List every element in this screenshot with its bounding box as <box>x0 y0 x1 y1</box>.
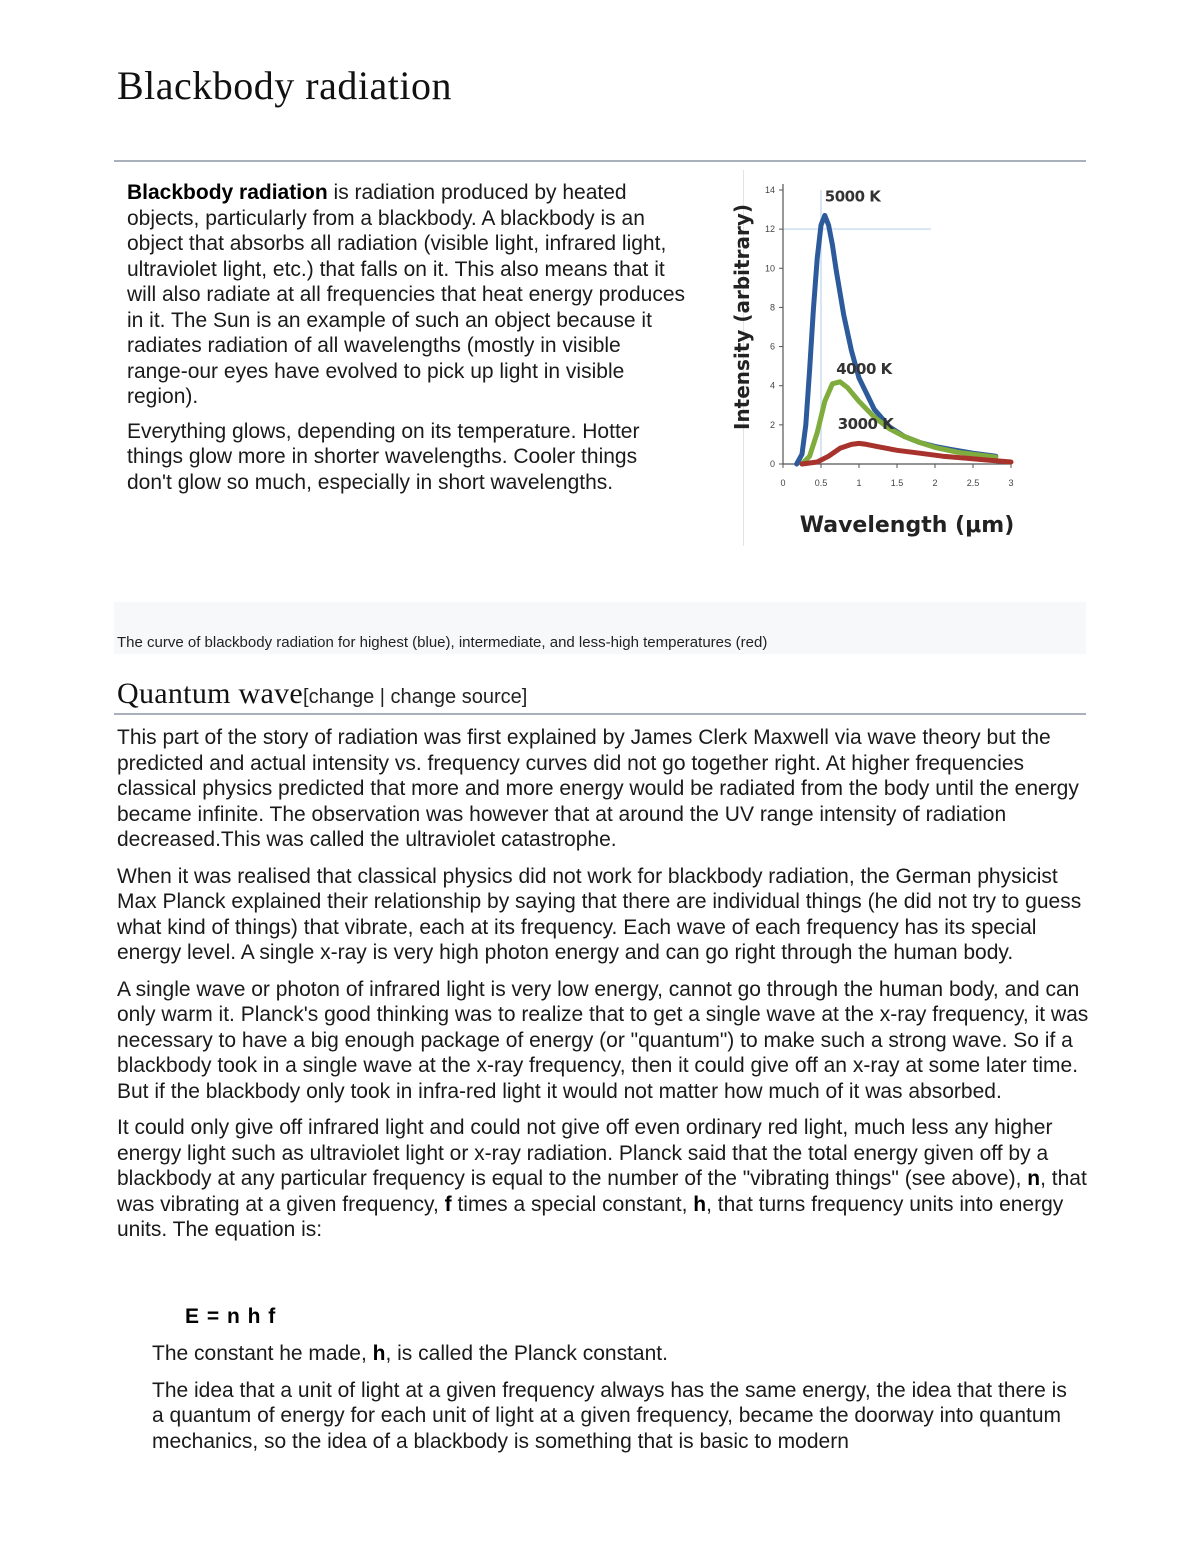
section-heading <box>117 677 1086 711</box>
y-tick-label: 6 <box>769 341 775 352</box>
figure-caption: The curve of blackbody radiation for highest (blue), intermediate, and less-high temperatures (red) <box>117 634 768 651</box>
series-label: 4000 K <box>836 359 892 378</box>
x-tick-label: 2 <box>932 478 938 488</box>
section-body <box>117 725 1089 1254</box>
x-tick-label: 1 <box>856 478 862 488</box>
section-divider <box>114 713 1086 715</box>
series-label: 3000 K <box>837 414 894 433</box>
intro-paragraph-1-text: is radiation produced by heated objects, particularly from a blackbody. A blackbody is an object that absorbs all radiation (visible light, infrared light, ultraviolet light, etc.) that falls on it. This also means that it will also radiate at all frequencies that heat energy produces in it. The Sun is an example of such an object because it radiates radiation of all wavelengths (mostly in visible range-our eyes have evolved to pick up light in visible region). <box>127 181 685 408</box>
intro-term: Blackbody radiation <box>127 181 328 204</box>
page-title: Blackbody radiation <box>117 63 452 108</box>
intro-text <box>127 180 687 504</box>
body-paragraph-5 <box>152 1341 1082 1367</box>
body-paragraph-3: A single wave or photon of infrared light is very low energy, cannot go through the human body, and can only warm it. Planck's good thinking was to realize that to get a single wave at the x-ray frequency, it was necessary to have a big enough package of energy (or "quantum") to make such a strong wave. So if a blackbody took in a single wave at the x-ray frequency, then it could give off an x-ray at some later time. But if the blackbody only took in infra-red light it would not matter how much of it was absorbed. <box>117 977 1089 1103</box>
section-edit-links[interactable]: [change | change source] <box>303 686 528 708</box>
indented-body <box>152 1341 1082 1465</box>
body-paragraph-4-text-b: , that was vibrating at a given frequency, <box>117 1167 1087 1216</box>
intro-paragraph-1 <box>127 180 687 410</box>
y-tick-label: 10 <box>764 263 775 274</box>
body-paragraph-4-text-c: times a special constant, <box>451 1192 694 1216</box>
body-paragraph-5-text-b: , is called the Planck constant. <box>385 1342 668 1365</box>
y-axis-label: Intensity (arbitrary) <box>730 204 754 430</box>
x-tick-label: 0 <box>780 478 786 488</box>
y-tick-label: 8 <box>769 302 775 313</box>
x-axis-label: Wavelength (μm) <box>799 513 1015 538</box>
figure-caption-box <box>114 602 1086 654</box>
y-tick-label: 14 <box>764 185 775 195</box>
y-tick-label: 4 <box>769 380 775 391</box>
body-paragraph-4-text-a: It could only give off infrared light and could not give off even ordinary red light, much less any higher energy light such as ultraviolet light or x-ray radiation. Planck said that the total energy given off by a blackbody at any particular frequency is equal to the number of the "vibrating things" (see above), <box>117 1116 1053 1190</box>
x-tick-label: 1.5 <box>890 478 904 488</box>
series-line <box>797 215 996 464</box>
body-paragraph-4-text-d: , that turns frequency units into energy units. The equation is: <box>117 1192 1064 1241</box>
section-heading-text: Quantum wave <box>117 677 304 710</box>
title-divider <box>114 160 1086 162</box>
intro-paragraph-2: Everything glows, depending on its temperature. Hotter things glow more in shorter wavelengths. Cooler things don't glow so much, especially in short wavelengths. <box>127 419 640 494</box>
body-paragraph-4 <box>117 1115 1089 1243</box>
variable-h-constant: h <box>372 1342 386 1365</box>
body-paragraph-2: When it was realised that classical physics did not work for blackbody radiation, the German physicist Max Planck explained their relationship by saying that there are individual things (he did not try to guess what kind of things) that vibrate, each at its frequency. Each wave of each frequency has its special energy level. A single x-ray is very high photon energy and can go right through the human body. <box>117 864 1082 964</box>
x-tick-label: 0.5 <box>814 478 828 488</box>
variable-f: f <box>444 1192 452 1216</box>
x-tick-label: 2.5 <box>966 478 980 488</box>
y-tick-label: 2 <box>769 419 775 430</box>
body-paragraph-5-text-a: The constant he made, <box>152 1342 373 1365</box>
planck-equation: E = n h f <box>185 1305 277 1328</box>
y-tick-label: 12 <box>764 224 775 235</box>
body-paragraph-6: The idea that a unit of light at a given frequency always has the same energy, the idea that there is a quantum of energy for each unit of light at a given frequency, became the doorway into quantum mechanics, so the idea of a blackbody is something that is basic to modern <box>152 1378 1067 1453</box>
x-tick-label: 3 <box>1008 478 1014 488</box>
body-paragraph-1: This part of the story of radiation was first explained by James Clerk Maxwell via wave theory but the predicted and actual intensity vs. frequency curves did not go together right. At higher frequencies classical physics predicted that more and more energy would be radiated from the body until the energy became infinite. The observation was however that at around the UV range intensity of radiation decreased.This was called the ultraviolet catastrophe. <box>117 726 1079 851</box>
variable-n: n <box>1027 1167 1041 1190</box>
y-tick-label: 0 <box>769 459 775 469</box>
blackbody-chart[interactable] <box>723 170 1043 545</box>
variable-h: h <box>693 1192 707 1216</box>
series-label: 5000 K <box>824 187 881 206</box>
